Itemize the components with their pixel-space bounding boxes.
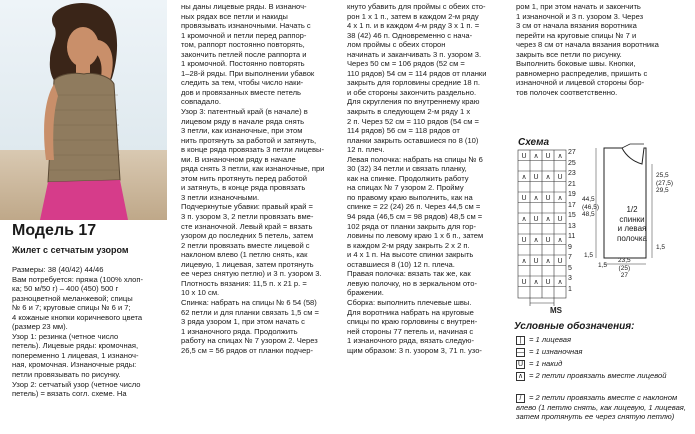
svg-text:U: U	[545, 279, 551, 286]
dim-height	[582, 196, 599, 219]
dim-value: 25,5	[656, 172, 669, 179]
text-line: сте изнаночной. Левый край = вязать	[181, 221, 313, 231]
row-number: 7	[568, 254, 572, 261]
text-line: 94 ряда (46,5 см = 98 рядов) 48,5 см =	[347, 212, 483, 222]
legend-title: Условные обозначения:	[514, 321, 635, 332]
text-line: том, раппорт постоянно повторять,	[181, 40, 305, 50]
text-line: Спинка: набрать на спицы № 6 54 (58)	[181, 297, 317, 307]
row-numbers	[568, 148, 580, 295]
text-line: наклоном влево (1 петлю снять, как	[181, 250, 308, 260]
text-line: попеременно 1 лицевая, 1 изнаноч-	[12, 350, 139, 360]
schema-title: Схема	[518, 137, 550, 148]
svg-text:U: U	[521, 153, 527, 160]
text-line: Узор 2: сетчатый узор (четное число	[12, 379, 141, 389]
svg-text:U: U	[521, 195, 527, 202]
svg-text:∧: ∧	[521, 174, 527, 181]
text-line: нить протянуть за работой и затянуть,	[181, 135, 317, 145]
model-subtitle: Жилет с сетчатым узором	[12, 245, 129, 255]
svg-text:U: U	[533, 216, 539, 223]
text-line: № 6 и 7; круговые спицы № 6 и 7;	[12, 303, 131, 313]
dim-value: 23,5	[618, 257, 631, 264]
svg-text:U: U	[545, 153, 551, 160]
text-line: начинать и заканчивать 3 п. узором 3.	[347, 49, 482, 59]
text-line: Плотность вязания: 11,5 п. х 21 р. =	[181, 278, 307, 288]
text-line: Вам потребуется: пряжа (100% хлоп-	[12, 274, 144, 284]
svg-text:∧: ∧	[545, 174, 551, 181]
text-line: совпадало.	[181, 97, 221, 107]
text-line: спицы по краю горловины с внутрен-	[347, 317, 478, 327]
svg-text:U: U	[545, 237, 551, 244]
row-number: 25	[568, 159, 576, 167]
text-line: как на спинке. Продолжить работу	[347, 173, 469, 183]
text-line: Правая полочка: вязать так же, как	[347, 269, 471, 279]
legend-text: = 1 накид	[529, 359, 563, 368]
text-line: равномерно распределив, пришить с	[516, 68, 648, 78]
text-line: лицевом ряду в начале ряда снять	[181, 116, 305, 126]
text-line: 1 изнаночного ряда. Продолжить	[181, 326, 298, 336]
dim-edge: 1,5	[584, 252, 594, 259]
text-line: (размер 23 мм).	[12, 322, 68, 332]
model-title: Модель 17	[12, 222, 97, 239]
model-photo-illustration	[0, 0, 167, 220]
text-line: и 4 x 1 п. На высоте спинки закрыть	[347, 250, 474, 260]
text-line: тов полочек соответственно.	[516, 87, 618, 97]
row-number: 23	[568, 170, 576, 177]
text-line: 114 рядов) 56 см = 118 рядов от	[347, 126, 460, 136]
legend-text: = 1 лицевая	[529, 335, 572, 344]
svg-text:∧: ∧	[545, 216, 551, 223]
row-number: 5	[568, 264, 572, 272]
piece-label	[614, 205, 650, 243]
row-number: 3	[568, 275, 572, 282]
legend-item	[516, 359, 691, 369]
dim-value: (46,5)	[582, 203, 599, 211]
legend-text: = 2 петли провязать вместе лицевой	[529, 371, 667, 380]
text-line: через 8 см от начала вязания воротника	[516, 40, 659, 50]
text-line: 1 изнаночной и 3 п. узором 3. Через	[516, 11, 644, 21]
text-line: Узор 3: патентный край (в начале) в	[181, 107, 308, 117]
text-line: 2 п. Через 52 см = 110 рядов (54 см =	[347, 116, 479, 126]
text-line: 3 п. узором 3, 2 петли провязать вме-	[181, 212, 314, 222]
text-line: Подчеркнутые убавки: правый край =	[181, 202, 313, 212]
piece-label-line: и левая	[617, 224, 647, 233]
ssk-icon: /	[516, 394, 525, 403]
text-line: 12 п. плеч.	[347, 145, 385, 155]
legend-item	[516, 335, 691, 345]
row-number: 1	[568, 285, 572, 293]
knit-stitch-icon: |	[516, 336, 525, 345]
dim-side: 1,5	[656, 244, 666, 251]
svg-text:U: U	[521, 279, 527, 286]
dim-value: 27	[620, 272, 628, 279]
text-line: планки закрыть оставшиеся по 8 (10)	[347, 135, 479, 145]
text-line: Через 50 см = 106 рядов (52 см =	[347, 59, 465, 69]
dim-armhole	[656, 172, 673, 195]
k2tog-icon: ∧	[517, 372, 524, 380]
row-number: 9	[568, 243, 572, 251]
text-line: ных рядах все петли и накиды	[181, 11, 288, 21]
text-line: 1–28-й ряды. При выполнении убавок	[181, 68, 315, 78]
dim-value: (27,5)	[656, 179, 673, 187]
row-number: 19	[568, 191, 576, 198]
text-line: ка; 50 м/50 г) – 400 (450) 500 г	[12, 284, 119, 294]
column-3	[347, 2, 512, 355]
text-line: спинке = 22 (24) 26 п. Через 44,5 см =	[347, 202, 481, 212]
text-line: следить за тем, чтобы число наки-	[181, 78, 304, 88]
svg-text:U: U	[533, 258, 539, 265]
text-line: закрыть в следующем 2-м ряду 1 x	[347, 107, 471, 117]
legend-text: = 1 изнаночная	[529, 347, 583, 356]
text-line: перейти на круговые спицы № 7 и	[516, 30, 637, 40]
legend-text: = 2 петли провязать вместе с наклоном влево (1 петлю снять, как лицевую, 1 лицевая, затем протянуть ее через снятую петлю)	[516, 393, 686, 421]
row-number: 15	[568, 212, 576, 219]
text-line: ми. В изнаночном ряду в начале	[181, 154, 296, 164]
text-line: ловины по левому краю 1 x 6 п., затем	[347, 231, 484, 241]
text-line: бражении.	[347, 288, 384, 298]
row-number: 13	[568, 222, 576, 230]
text-line: узором до последних 5 петель, затем	[181, 231, 314, 241]
text-line: 3 петли, как изнаночные, при этом	[181, 126, 303, 136]
text-line: 4 x 1 п. и в каждом 4-м ряду 3 x 1 п. =	[347, 21, 480, 31]
text-line: 2 петли провязать вместе лицевой с	[181, 240, 310, 250]
text-line: 1 изнаночного ряда, вязать следую-	[347, 336, 475, 346]
column-2	[181, 2, 341, 355]
dim-value: 48,5	[582, 211, 595, 218]
text-line: ром 1, при этом начать и закончить	[516, 2, 641, 11]
yarn-over-icon: U	[517, 360, 524, 368]
text-line: 26,5 см = 56 рядов от планки подчер-	[181, 345, 313, 355]
svg-text:∧: ∧	[557, 237, 563, 244]
text-line: петель). Лицевые ряды: кромочная,	[12, 341, 139, 351]
text-line: разноцветной меланжевой; спицы	[12, 293, 133, 303]
svg-text:∧: ∧	[545, 258, 551, 265]
text-line: закончить петлей после раппорта и	[181, 49, 307, 59]
svg-text:U: U	[557, 216, 563, 223]
column-1	[12, 265, 167, 399]
text-line: оставшиеся 8 (10) 12 п. плеча.	[347, 259, 455, 269]
text-line: ряда снять 3 петли, как изнаночные, при	[181, 164, 325, 174]
text-line: лицевую, 1 лицевая, затем протянуть	[181, 259, 314, 269]
text-line: 102 ряда от планки закрыть для гор-	[347, 221, 476, 231]
text-line: кнуто убавить для проймы с обеих сто-	[347, 2, 486, 11]
text-line: в конце ряда провязать 3 петли лицевы-	[181, 145, 324, 155]
text-line: на спицах № 7 узором 2. Пройму	[347, 183, 464, 193]
purl-stitch-icon: —	[517, 348, 524, 356]
text-line: работу на спицах № 7 узором 2. Через	[181, 336, 318, 346]
text-line: и обе стороны закончить раздельно.	[347, 87, 477, 97]
piece-label-line: спинки	[619, 214, 645, 224]
column-4	[516, 2, 691, 97]
svg-text:∧: ∧	[533, 153, 539, 160]
piece-label-line: полочка	[617, 233, 647, 243]
legend-item	[516, 347, 691, 357]
row-number: 11	[568, 233, 576, 240]
text-line: лом проймы с обеих сторон	[347, 40, 446, 50]
text-line: 4 кожаные кнопки коричневого цвета	[12, 312, 143, 322]
dim-value: 44,5	[582, 196, 595, 203]
text-line: 10 х 10 см.	[181, 288, 220, 298]
text-line: Левая полочка: набрать на спицы № 6	[347, 154, 483, 164]
text-line: дов и провязанных вместе петель	[181, 87, 301, 97]
text-line: этом нить протянуть перед работой	[181, 173, 308, 183]
text-line: ны даны лицевые ряды. В изнаноч-	[181, 2, 307, 11]
svg-text:U: U	[557, 174, 563, 181]
svg-text:∧: ∧	[557, 279, 563, 286]
text-line: 110 рядов) 54 см = 114 рядов от планки	[347, 68, 487, 78]
svg-text:∧: ∧	[533, 237, 539, 244]
text-line: 62 петли и для планки связать 1,5 см =	[181, 307, 319, 317]
text-line: провязывать изнаночными. Начать с	[181, 21, 311, 31]
legend-item	[516, 393, 691, 422]
svg-text:∧: ∧	[557, 153, 563, 160]
row-number: 21	[568, 180, 576, 188]
text-line: 30 (32) 34 петли и связать планку,	[347, 164, 467, 174]
text-line: Сборка: выполнить плечевые швы.	[347, 297, 472, 307]
text-line: петель) = вязать согл. схеме. На	[12, 389, 127, 399]
text-line: левую полочку, но в зеркальном ото-	[347, 278, 478, 288]
row-number: 27	[568, 149, 576, 156]
model-photo	[0, 0, 167, 220]
text-line: закрыть для горловины средние 18 п.	[347, 78, 480, 88]
text-line: Размеры: 38 (40/42) 44/46	[12, 265, 104, 274]
svg-text:U: U	[521, 237, 527, 244]
text-line: Для скругления по внутреннему краю	[347, 97, 480, 107]
svg-text:∧: ∧	[521, 258, 527, 265]
text-line: ней стороны 77 петель и, начиная с	[347, 326, 474, 336]
svg-text:U: U	[533, 174, 539, 181]
text-line: ее через снятую петлю) и 3 п. узором 3.	[181, 269, 322, 279]
text-line: 3 петли изнаночными.	[181, 192, 260, 202]
svg-text:∧: ∧	[533, 279, 539, 286]
dim-edge2: 1,5	[598, 262, 608, 269]
text-line: закрыть все петли по рисунку.	[516, 49, 622, 59]
dim-value: (25)	[618, 264, 631, 272]
text-line: Узор 1: резинка (четное число	[12, 331, 119, 341]
svg-text:∧: ∧	[533, 195, 539, 202]
legend-item	[516, 371, 691, 381]
text-line: в каждом 2-м ряду закрыть 2 x 2 п.	[347, 240, 470, 250]
svg-text:U: U	[557, 258, 563, 265]
svg-text:U: U	[545, 195, 551, 202]
text-line: 3 см от начала вязания воротника	[516, 21, 637, 31]
svg-text:∧: ∧	[521, 216, 527, 223]
row-number: 17	[568, 201, 576, 209]
text-line: по правому краю выполнить, как на	[347, 192, 473, 202]
text-line: Выполнить боковые швы. Кнопки,	[516, 59, 636, 69]
text-line: 1 кромочной и петли перед раппор-	[181, 30, 307, 40]
text-line: рон 1 x 1 п., затем в каждом 2-м ряду	[347, 11, 479, 21]
dim-width	[618, 257, 631, 280]
text-line: и затянуть, в конце ряда провязать	[181, 183, 306, 193]
svg-text:∧: ∧	[557, 195, 563, 202]
text-line: 38 (42) 46 п. Одновременно с нача-	[347, 30, 473, 40]
text-line: изнаночной и лицевой стороны бор-	[516, 78, 645, 88]
text-line: 3 ряда узором 1, при этом начать с	[181, 317, 305, 327]
text-line: 1 кромочной. Постоянно повторять	[181, 59, 305, 69]
piece-label-line: 1/2	[626, 205, 638, 214]
text-line: ная, кромочная. Изнаночные ряды:	[12, 360, 137, 370]
ms-label: MS	[550, 306, 562, 314]
text-line: щим образом: 3 п. узором 3, 71 п. узо-	[347, 345, 482, 355]
dim-value: 29,5	[656, 187, 669, 194]
text-line: петли провязывать по рисунку.	[12, 370, 121, 380]
text-line: Для воротника набрать на круговые	[347, 307, 474, 317]
